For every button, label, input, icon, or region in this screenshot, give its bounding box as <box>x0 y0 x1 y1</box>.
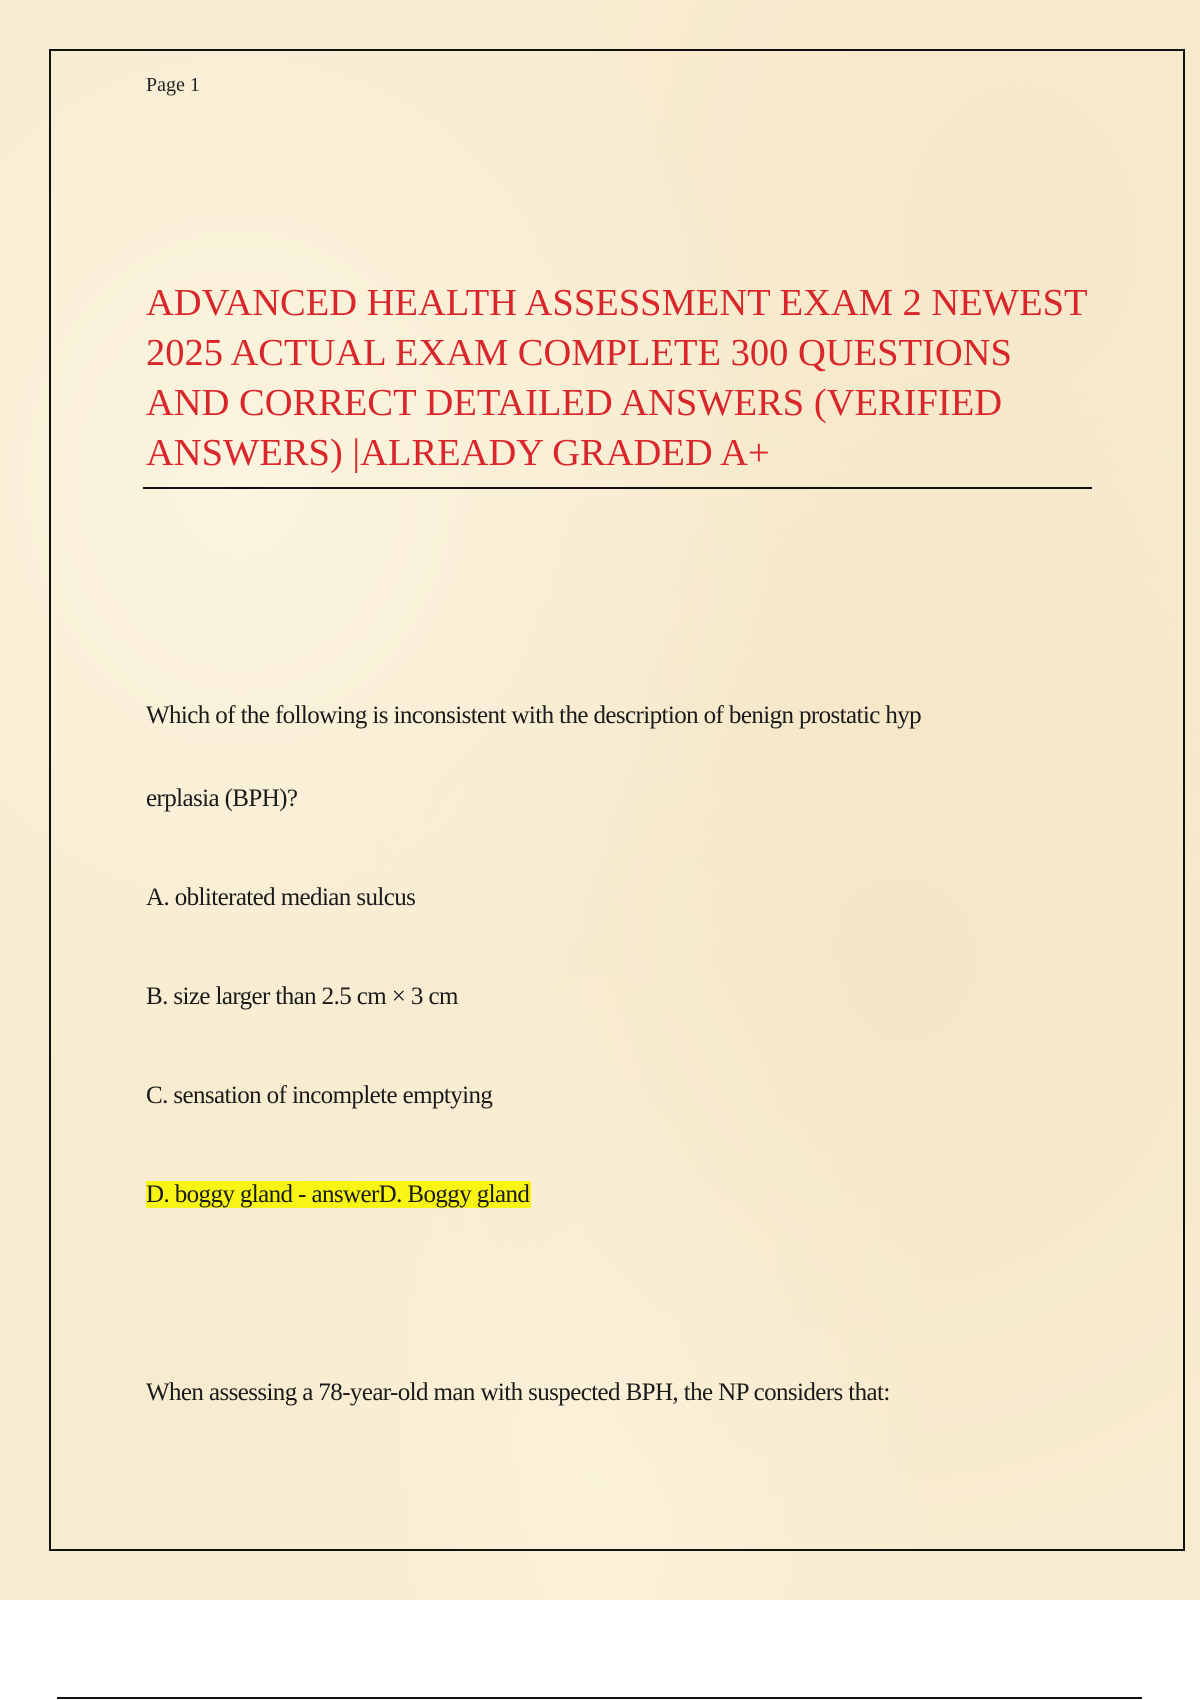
question-1-stem-line-2: erplasia (BPH)? <box>146 785 298 812</box>
footer-rule <box>57 1697 1142 1699</box>
question-1-option-c: C. sensation of incomplete emptying <box>146 1082 493 1109</box>
question-1-option-a: A. obliterated median sulcus <box>146 884 416 911</box>
question-1-option-b: B. size larger than 2.5 cm × 3 cm <box>146 983 458 1010</box>
document-title: ADVANCED HEALTH ASSESSMENT EXAM 2 NEWEST 2025 ACTUAL EXAM COMPLETE 300 QUESTIONS AND CORRECT DETAILED ANSWERS (VERIFIED ANSWERS) |ALREADY GRADED A+ <box>146 282 1087 474</box>
page-number: Page 1 <box>146 74 200 96</box>
title-underline <box>143 487 1092 489</box>
answer-highlight: D. boggy gland - answerD. Boggy gland <box>146 1181 530 1208</box>
question-1-stem-line-1: Which of the following is inconsistent with the description of benign prostatic hyp <box>146 702 922 729</box>
question-1-option-d-answer <box>146 1181 531 1209</box>
question-2-stem-line-1: When assessing a 78-year-old man with suspected BPH, the NP considers that: <box>146 1379 890 1406</box>
